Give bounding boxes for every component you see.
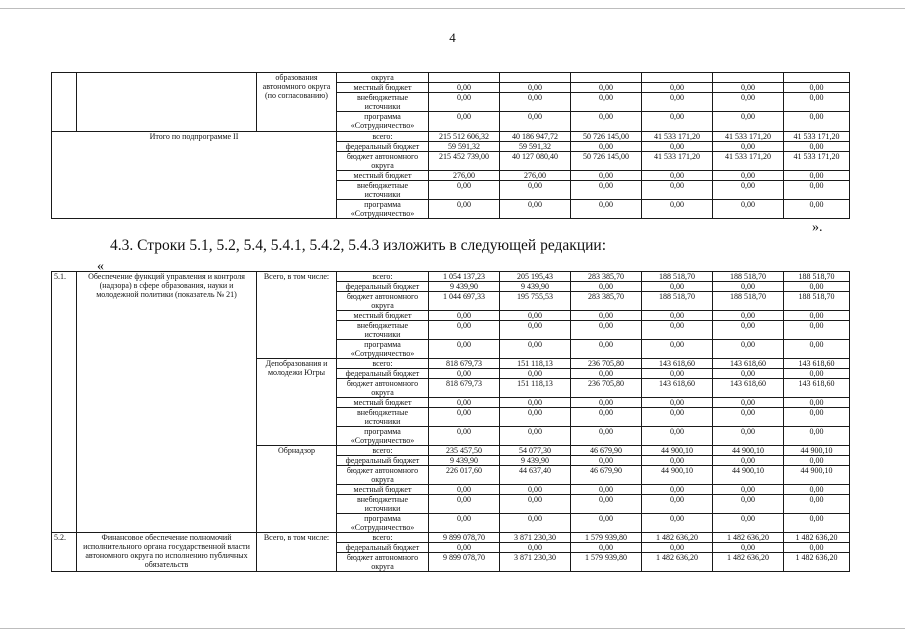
year-value-cell: 0,00 xyxy=(500,311,571,321)
year-value-cell: 0,00 xyxy=(642,514,713,533)
year-value-cell: 44 900,10 xyxy=(784,446,850,456)
year-value-cell: 0,00 xyxy=(784,340,850,359)
funding-source-cell: всего: xyxy=(337,132,429,142)
year-value-cell: 236 705,80 xyxy=(571,359,642,369)
year-value-cell: 215 512 606,32 xyxy=(429,132,500,142)
year-value-cell: 0,00 xyxy=(429,200,500,219)
year-value-cell: 41 533 171,20 xyxy=(713,132,784,142)
year-value-cell: 0,00 xyxy=(784,456,850,466)
year-value-cell: 0,00 xyxy=(784,543,850,553)
row-code: 5.1. xyxy=(52,272,77,533)
year-value-cell: 3 871 230,30 xyxy=(500,533,571,543)
year-value-cell: 0,00 xyxy=(500,83,571,93)
year-value-cell: 0,00 xyxy=(642,112,713,132)
year-value-cell: 236 705,80 xyxy=(571,379,642,398)
year-value-cell: 0,00 xyxy=(713,340,784,359)
funding-source-cell: программа «Сотрудничество» xyxy=(337,200,429,219)
year-value-cell: 9 899 078,70 xyxy=(429,553,500,572)
year-value-cell: 0,00 xyxy=(713,485,784,495)
funding-source-cell: программа «Сотрудничество» xyxy=(337,112,429,132)
funding-source-cell: внебюджетные источники xyxy=(337,321,429,340)
year-value-cell: 41 533 171,20 xyxy=(642,152,713,171)
year-value-cell: 0,00 xyxy=(571,495,642,514)
year-value-cell: 59 591,32 xyxy=(500,142,571,152)
year-value-cell: 0,00 xyxy=(429,181,500,200)
year-value-cell: 276,00 xyxy=(429,171,500,181)
year-value-cell: 1 579 939,80 xyxy=(571,533,642,543)
funding-source-cell: внебюджетные источники xyxy=(337,495,429,514)
year-value-cell: 0,00 xyxy=(713,93,784,112)
year-value-cell: 0,00 xyxy=(571,485,642,495)
year-value-cell: 0,00 xyxy=(713,83,784,93)
funding-source-cell: всего: xyxy=(337,533,429,543)
year-value-cell: 0,00 xyxy=(500,369,571,379)
year-value-cell: 0,00 xyxy=(642,181,713,200)
year-value-cell: 46 679,90 xyxy=(571,466,642,485)
year-value-cell xyxy=(571,73,642,83)
year-value-cell: 44 900,10 xyxy=(713,446,784,456)
year-value-cell: 44 900,10 xyxy=(642,446,713,456)
year-value-cell: 40 127 080,40 xyxy=(500,152,571,171)
year-value-cell: 0,00 xyxy=(571,83,642,93)
year-value-cell: 1 482 636,20 xyxy=(784,553,850,572)
year-value-cell: 0,00 xyxy=(571,340,642,359)
funding-source-cell: программа «Сотрудничество» xyxy=(337,340,429,359)
year-value-cell: 215 452 739,00 xyxy=(429,152,500,171)
year-value-cell: 44 900,10 xyxy=(784,466,850,485)
program-cell xyxy=(77,73,257,132)
year-value-cell: 151 118,13 xyxy=(500,379,571,398)
year-value-cell xyxy=(500,73,571,83)
year-value-cell: 0,00 xyxy=(642,282,713,292)
funding-source-cell: бюджет автономного округа xyxy=(337,466,429,485)
year-value-cell: 205 195,43 xyxy=(500,272,571,282)
year-value-cell: 0,00 xyxy=(571,142,642,152)
year-value-cell xyxy=(642,73,713,83)
year-value-cell: 195 755,53 xyxy=(500,292,571,311)
year-value-cell: 0,00 xyxy=(784,311,850,321)
year-value-cell: 1 044 697,33 xyxy=(429,292,500,311)
year-value-cell: 0,00 xyxy=(713,171,784,181)
year-value-cell: 9 439,90 xyxy=(429,456,500,466)
year-value-cell: 46 679,90 xyxy=(571,446,642,456)
year-value-cell: 276,00 xyxy=(500,171,571,181)
year-value-cell: 0,00 xyxy=(500,200,571,219)
year-value-cell: 188 518,70 xyxy=(784,272,850,282)
year-value-cell: 0,00 xyxy=(429,485,500,495)
year-value-cell: 0,00 xyxy=(642,340,713,359)
scan-edge-bottom xyxy=(0,628,905,629)
year-value-cell: 0,00 xyxy=(571,200,642,219)
year-value-cell: 0,00 xyxy=(571,427,642,446)
year-value-cell: 0,00 xyxy=(500,543,571,553)
year-value-cell: 0,00 xyxy=(784,321,850,340)
year-value-cell: 0,00 xyxy=(429,311,500,321)
year-value-cell: 0,00 xyxy=(429,369,500,379)
year-value-cell: 0,00 xyxy=(571,408,642,427)
year-value-cell: 40 186 947,72 xyxy=(500,132,571,142)
year-value-cell: 283 385,70 xyxy=(571,272,642,282)
year-value-cell: 0,00 xyxy=(571,456,642,466)
year-value-cell: 1 579 939,80 xyxy=(571,553,642,572)
year-value-cell: 188 518,70 xyxy=(642,272,713,282)
year-value-cell: 0,00 xyxy=(429,321,500,340)
year-value-cell: 0,00 xyxy=(429,83,500,93)
year-value-cell: 0,00 xyxy=(642,321,713,340)
year-value-cell: 0,00 xyxy=(571,311,642,321)
year-value-cell: 0,00 xyxy=(571,112,642,132)
year-value-cell: 0,00 xyxy=(429,398,500,408)
funding-source-cell: всего: xyxy=(337,359,429,369)
year-value-cell: 0,00 xyxy=(642,369,713,379)
year-value-cell: 143 618,60 xyxy=(784,379,850,398)
funding-source-cell: федеральный бюджет xyxy=(337,369,429,379)
year-value-cell: 0,00 xyxy=(571,321,642,340)
year-value-cell: 3 871 230,30 xyxy=(500,553,571,572)
funding-source-cell: федеральный бюджет xyxy=(337,543,429,553)
year-value-cell: 0,00 xyxy=(500,427,571,446)
year-value-cell: 0,00 xyxy=(713,456,784,466)
year-value-cell: 0,00 xyxy=(500,340,571,359)
year-value-cell: 143 618,60 xyxy=(713,359,784,369)
year-value-cell: 143 618,60 xyxy=(642,379,713,398)
year-value-cell: 0,00 xyxy=(784,171,850,181)
year-value-cell: 41 533 171,20 xyxy=(642,132,713,142)
year-value-cell: 0,00 xyxy=(784,369,850,379)
year-value-cell xyxy=(429,73,500,83)
funding-source-cell: местный бюджет xyxy=(337,398,429,408)
funding-source-cell: бюджет автономного округа xyxy=(337,553,429,572)
year-value-cell: 0,00 xyxy=(713,282,784,292)
year-value-cell: 143 618,60 xyxy=(713,379,784,398)
year-value-cell: 0,00 xyxy=(713,543,784,553)
year-value-cell: 143 618,60 xyxy=(784,359,850,369)
funding-source-cell: программа «Сотрудничество» xyxy=(337,514,429,533)
year-value-cell: 9 439,90 xyxy=(500,282,571,292)
year-value-cell: 0,00 xyxy=(571,543,642,553)
year-value-cell: 188 518,70 xyxy=(784,292,850,311)
funding-source-cell: федеральный бюджет xyxy=(337,456,429,466)
year-value-cell: 0,00 xyxy=(642,495,713,514)
year-value-cell: 0,00 xyxy=(784,408,850,427)
year-value-cell: 0,00 xyxy=(500,112,571,132)
budget-table xyxy=(51,271,850,572)
year-value-cell: 1 482 636,20 xyxy=(713,533,784,543)
year-value-cell: 0,00 xyxy=(642,398,713,408)
funding-source-cell: программа «Сотрудничество» xyxy=(337,427,429,446)
year-value-cell: 235 457,50 xyxy=(429,446,500,456)
year-value-cell: 818 679,73 xyxy=(429,359,500,369)
program-name: Обеспечение функций управления и контроля (надзора) в сфере образования, науки и молодежной политики (показатель № 21) xyxy=(77,272,257,533)
previous-table-continuation xyxy=(51,72,850,219)
year-value-cell: 0,00 xyxy=(713,200,784,219)
closing-quote: ». xyxy=(812,220,823,235)
year-value-cell: 0,00 xyxy=(713,514,784,533)
table-row xyxy=(52,132,850,142)
year-value-cell: 0,00 xyxy=(784,282,850,292)
funding-source-cell: всего: xyxy=(337,446,429,456)
year-value-cell: 0,00 xyxy=(642,142,713,152)
year-value-cell: 0,00 xyxy=(784,93,850,112)
year-value-cell: 0,00 xyxy=(429,112,500,132)
funding-source-cell: бюджет автономного округа xyxy=(337,379,429,398)
year-value-cell: 0,00 xyxy=(713,311,784,321)
year-value-cell: 41 533 171,20 xyxy=(784,132,850,142)
year-value-cell: 44 900,10 xyxy=(713,466,784,485)
row-code: 5.2. xyxy=(52,533,77,572)
year-value-cell: 818 679,73 xyxy=(429,379,500,398)
year-value-cell: 50 726 145,00 xyxy=(571,152,642,171)
section-heading: 4.3. Строки 5.1, 5.2, 5.4, 5.4.1, 5.4.2, 5.4.3 изложить в следующей редакции: xyxy=(110,237,607,254)
year-value-cell: 0,00 xyxy=(429,543,500,553)
year-value-cell: 0,00 xyxy=(500,181,571,200)
year-value-cell: 151 118,13 xyxy=(500,359,571,369)
year-value-cell: 0,00 xyxy=(784,142,850,152)
year-value-cell: 44 637,40 xyxy=(500,466,571,485)
funding-source-cell: округа xyxy=(337,73,429,83)
funding-source-cell: местный бюджет xyxy=(337,311,429,321)
executor-label: Всего, в том числе: xyxy=(257,533,337,572)
table-row xyxy=(52,272,850,282)
year-value-cell: 0,00 xyxy=(784,495,850,514)
executor-label: Депобразования и молодежи Югры xyxy=(257,359,337,446)
year-value-cell: 0,00 xyxy=(713,369,784,379)
year-value-cell: 0,00 xyxy=(500,398,571,408)
table-row xyxy=(52,533,850,543)
year-value-cell: 283 385,70 xyxy=(571,292,642,311)
year-value-cell: 0,00 xyxy=(784,514,850,533)
year-value-cell: 0,00 xyxy=(500,321,571,340)
funding-source-cell: местный бюджет xyxy=(337,171,429,181)
opening-quote: « xyxy=(97,259,104,274)
year-value-cell: 0,00 xyxy=(642,311,713,321)
subtotal-label: Итого по подпрограмме II xyxy=(52,132,337,219)
executor-label: образования автономного округа (по согласованию) xyxy=(257,73,337,132)
year-value-cell: 1 482 636,20 xyxy=(784,533,850,543)
year-value-cell: 0,00 xyxy=(642,485,713,495)
funding-source-cell: бюджет автономного округа xyxy=(337,292,429,311)
year-value-cell: 0,00 xyxy=(713,495,784,514)
year-value-cell: 0,00 xyxy=(571,171,642,181)
year-value-cell: 0,00 xyxy=(784,200,850,219)
year-value-cell: 0,00 xyxy=(784,181,850,200)
year-value-cell: 1 482 636,20 xyxy=(642,553,713,572)
program-name: Финансовое обеспечение полномочий исполнительного органа государственной власти автономного округа по исполнению публичных обязательств xyxy=(77,533,257,572)
executor-label: Обрнадзор xyxy=(257,446,337,533)
year-value-cell: 1 054 137,23 xyxy=(429,272,500,282)
funding-source-cell: внебюджетные источники xyxy=(337,181,429,200)
year-value-cell: 0,00 xyxy=(784,83,850,93)
year-value-cell: 1 482 636,20 xyxy=(713,553,784,572)
year-value-cell: 0,00 xyxy=(571,514,642,533)
funding-source-cell: местный бюджет xyxy=(337,83,429,93)
year-value-cell: 0,00 xyxy=(571,398,642,408)
year-value-cell: 9 439,90 xyxy=(500,456,571,466)
year-value-cell: 0,00 xyxy=(642,200,713,219)
year-value-cell: 0,00 xyxy=(642,427,713,446)
year-value-cell: 9 899 078,70 xyxy=(429,533,500,543)
funding-source-cell: местный бюджет xyxy=(337,485,429,495)
year-value-cell: 0,00 xyxy=(642,171,713,181)
year-value-cell: 0,00 xyxy=(571,93,642,112)
table-row xyxy=(52,73,850,83)
year-value-cell: 0,00 xyxy=(642,543,713,553)
year-value-cell: 0,00 xyxy=(500,93,571,112)
year-value-cell: 188 518,70 xyxy=(713,292,784,311)
year-value-cell: 50 726 145,00 xyxy=(571,132,642,142)
year-value-cell: 59 591,32 xyxy=(429,142,500,152)
year-value-cell: 0,00 xyxy=(500,408,571,427)
year-value-cell: 0,00 xyxy=(571,181,642,200)
funding-source-cell: внебюджетные источники xyxy=(337,93,429,112)
year-value-cell: 0,00 xyxy=(429,340,500,359)
year-value-cell: 0,00 xyxy=(784,485,850,495)
funding-source-cell: внебюджетные источники xyxy=(337,408,429,427)
year-value-cell: 0,00 xyxy=(571,282,642,292)
year-value-cell: 0,00 xyxy=(429,408,500,427)
funding-source-cell: бюджет автономного округа xyxy=(337,152,429,171)
executor-label: Всего, в том числе: xyxy=(257,272,337,359)
year-value-cell: 0,00 xyxy=(713,181,784,200)
year-value-cell: 0,00 xyxy=(500,495,571,514)
year-value-cell: 226 017,60 xyxy=(429,466,500,485)
year-value-cell: 0,00 xyxy=(713,321,784,340)
year-value-cell: 41 533 171,20 xyxy=(713,152,784,171)
year-value-cell: 0,00 xyxy=(713,112,784,132)
year-value-cell: 0,00 xyxy=(571,369,642,379)
year-value-cell: 0,00 xyxy=(784,398,850,408)
funding-source-cell: всего: xyxy=(337,272,429,282)
year-value-cell: 41 533 171,20 xyxy=(784,152,850,171)
year-value-cell: 0,00 xyxy=(642,456,713,466)
year-value-cell: 0,00 xyxy=(500,514,571,533)
year-value-cell: 0,00 xyxy=(429,495,500,514)
year-value-cell: 9 439,90 xyxy=(429,282,500,292)
page-number: 4 xyxy=(449,30,456,45)
year-value-cell: 0,00 xyxy=(429,427,500,446)
year-value-cell: 188 518,70 xyxy=(713,272,784,282)
scan-edge-top xyxy=(0,8,905,9)
year-value-cell: 0,00 xyxy=(713,398,784,408)
funding-source-cell: федеральный бюджет xyxy=(337,142,429,152)
year-value-cell: 0,00 xyxy=(784,427,850,446)
year-value-cell: 0,00 xyxy=(713,408,784,427)
year-value-cell: 54 077,30 xyxy=(500,446,571,456)
year-value-cell: 0,00 xyxy=(784,112,850,132)
year-value-cell: 0,00 xyxy=(642,83,713,93)
year-value-cell: 1 482 636,20 xyxy=(642,533,713,543)
year-value-cell: 0,00 xyxy=(713,427,784,446)
code-cell xyxy=(52,73,77,132)
year-value-cell: 0,00 xyxy=(713,142,784,152)
year-value-cell: 143 618,60 xyxy=(642,359,713,369)
year-value-cell: 0,00 xyxy=(429,514,500,533)
year-value-cell: 188 518,70 xyxy=(642,292,713,311)
year-value-cell xyxy=(784,73,850,83)
year-value-cell: 0,00 xyxy=(500,485,571,495)
funding-source-cell: федеральный бюджет xyxy=(337,282,429,292)
year-value-cell xyxy=(713,73,784,83)
year-value-cell: 0,00 xyxy=(642,93,713,112)
year-value-cell: 0,00 xyxy=(642,408,713,427)
year-value-cell: 44 900,10 xyxy=(642,466,713,485)
year-value-cell: 0,00 xyxy=(429,93,500,112)
